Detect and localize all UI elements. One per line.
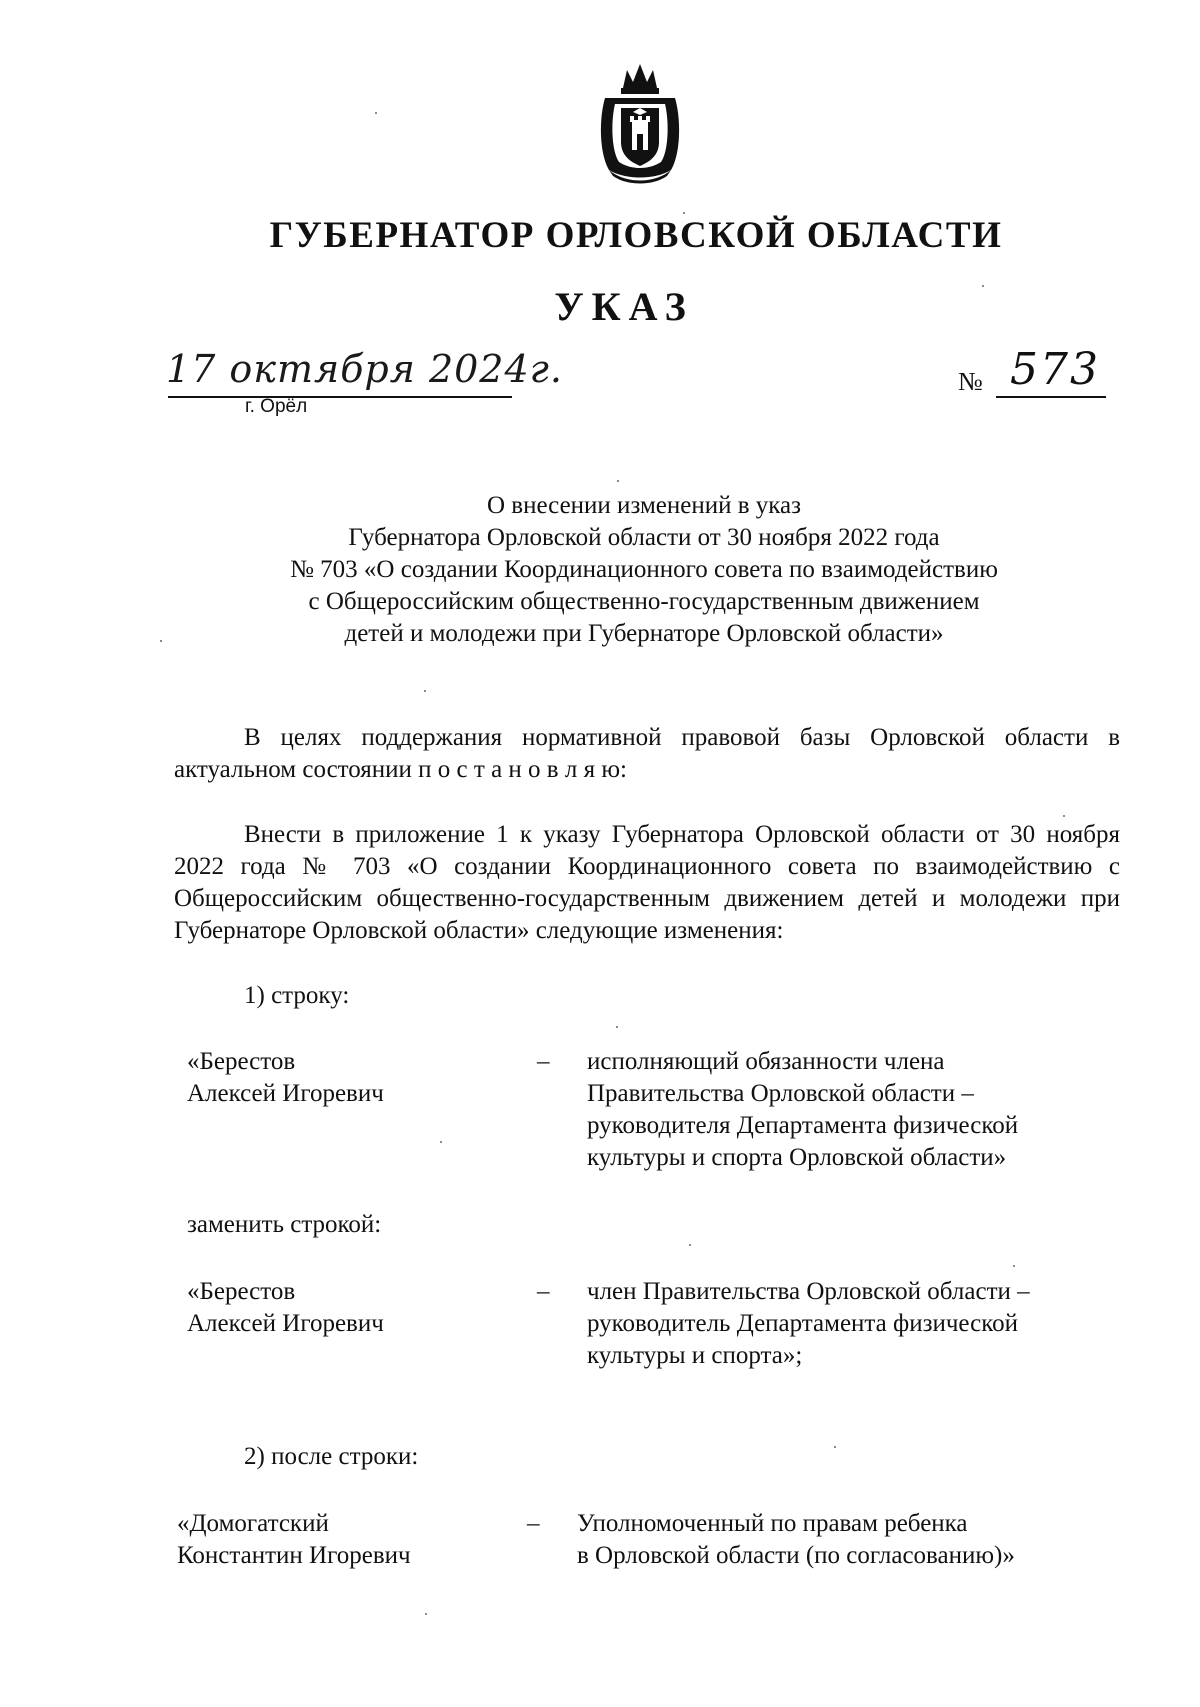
issuing-authority: ГУБЕРНАТОР ОРЛОВСКОЙ ОБЛАСТИ (269, 215, 1003, 256)
scan-speck (375, 112, 377, 114)
coat-of-arms-graphic (595, 58, 685, 186)
scan-speck (424, 690, 426, 692)
entry-dash: – (537, 1048, 550, 1075)
main-paragraph (174, 819, 1120, 947)
entry-name: «Домогатский Константин Игоревич (177, 1510, 411, 1569)
entry-dash: – (527, 1510, 540, 1537)
title-line: с Общероссийским общественно-государственным движением (308, 588, 980, 615)
replace-label: заменить строкой: (187, 1211, 382, 1238)
scan-speck (1013, 1265, 1015, 1267)
place-of-issue: г. Орёл (245, 396, 308, 417)
handwritten-number: 573 (1010, 344, 1100, 395)
title-line: О внесении изменений в указ (486, 492, 802, 519)
entry-description: член Правительства Орловской области – руководитель Департамента физической культуры и спорта»; (587, 1278, 1030, 1369)
item-1-label: 1) строку: (244, 982, 350, 1009)
scan-speck (440, 1141, 442, 1143)
number-underline (996, 396, 1106, 398)
entry-name: «Берестов Алексей Игоревич (187, 1048, 384, 1107)
title-line: Губернатора Орловской области от 30 ноября 2022 года (348, 524, 940, 551)
title-line: № 703 «О создании Координационного совета по взаимодействию (290, 556, 998, 583)
coat-of-arms-icon (595, 58, 685, 186)
scan-speck (425, 1613, 427, 1615)
title-line: детей и молодежи при Губернаторе Орловской области» (344, 620, 944, 647)
entry-dash: – (537, 1278, 550, 1305)
scan-speck (160, 640, 162, 642)
entry-description: Уполномоченный по правам ребенка в Орловской области (по согласованию)» (577, 1510, 1015, 1569)
number-label: № (958, 367, 983, 396)
scan-speck (1063, 815, 1065, 817)
scan-speck (616, 1026, 618, 1028)
scan-speck (689, 1244, 691, 1246)
document-title (44, 490, 1200, 650)
document-type: УКАЗ (554, 284, 694, 329)
item-2-label: 2) после строки: (244, 1443, 419, 1470)
main-text: Внести в приложение 1 к указу Губернатора Орловской области от 30 ноября 2022 года № 703 «О создании Координационного совета по взаимодействию с Общероссийским общественно-государственным движением детей и молодежи при Губернаторе Орловской области» следующие изменения: (174, 821, 1120, 944)
handwritten-date: 17 октября 2024г. (166, 347, 563, 391)
scan-speck (834, 1446, 836, 1448)
entry-description: исполняющий обязанности члена Правительства Орловской области – руководителя Департамента физической культуры и спорта Орловской области» (587, 1048, 1019, 1171)
scan-speck (617, 480, 619, 482)
preamble-text: В целях поддержания нормативной правовой базы Орловской области в актуальном состоянии п о с т а н о в л я ю: (174, 724, 1120, 783)
preamble-paragraph (174, 722, 1120, 786)
date-underline (168, 396, 512, 398)
scan-speck (982, 285, 984, 287)
entry-name: «Берестов Алексей Игоревич (187, 1278, 384, 1337)
scan-speck (683, 212, 685, 214)
